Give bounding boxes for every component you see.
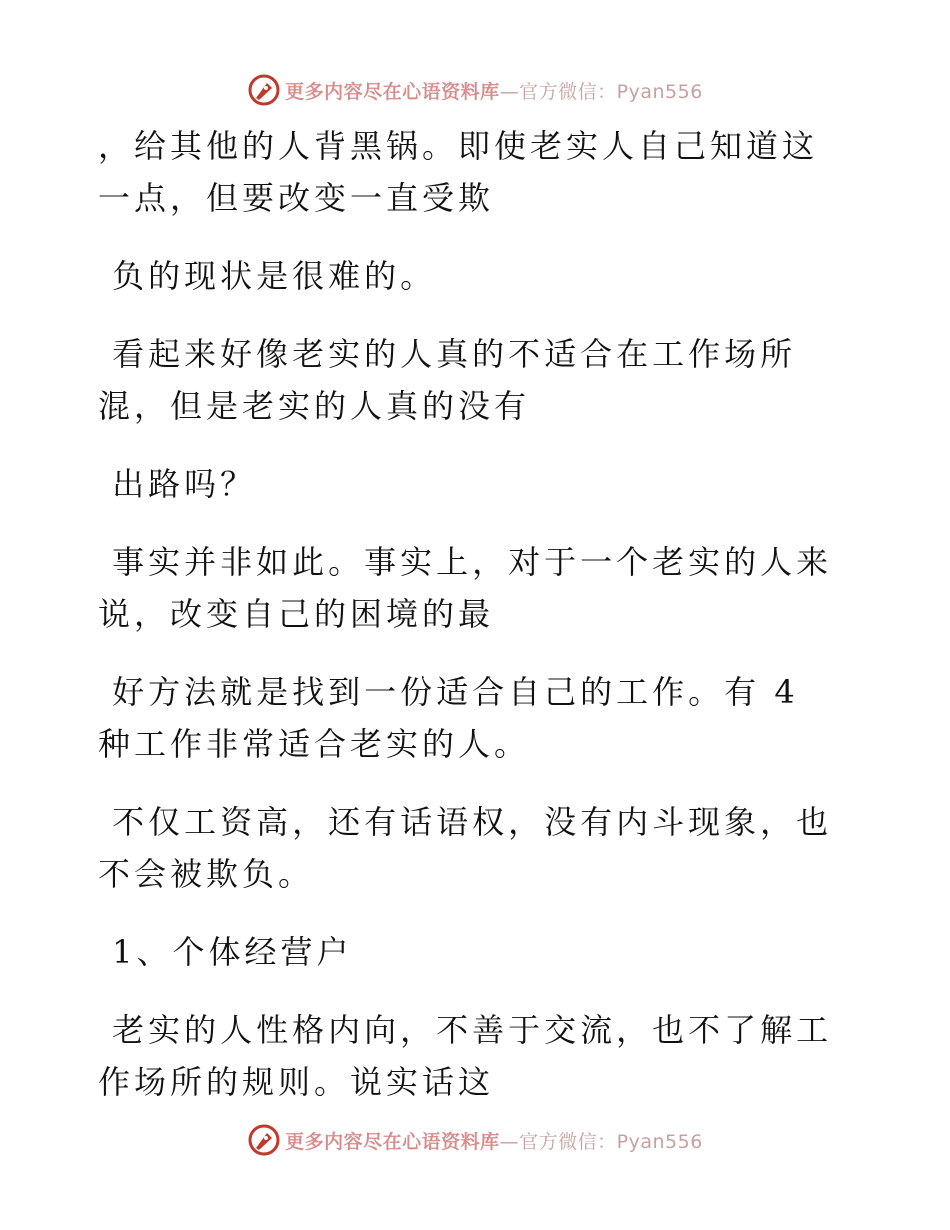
footer-banner-main: 更多内容尽在心语资料库 <box>285 1130 500 1153</box>
section-heading: 1、个体经营户 <box>98 933 353 971</box>
paragraph-7: 不仅工资高，还有话语权，没有内斗现象，也不会被欺负。 <box>98 803 833 893</box>
header-banner-wechat: 官方微信：Pyan556 <box>519 80 703 103</box>
paragraph-3: 看起来好像老实的人真的不适合在工作场所混，但是老实的人真的没有 <box>98 335 797 425</box>
paragraph-5: 事实并非如此。事实上，对于一个老实的人来说，改变自己的困境的最 <box>98 543 833 633</box>
header-banner-main: 更多内容尽在心语资料库 <box>285 80 500 103</box>
header-banner-dash: — <box>499 80 520 103</box>
paragraph-6: 好方法就是找到一份适合自己的工作。有 4 种工作非常适合老实的人。 <box>98 673 813 763</box>
footer-banner-text <box>285 1127 703 1154</box>
footer-banner-dash: — <box>499 1130 520 1153</box>
paragraph-8: 老实的人性格内向，不善于交流，也不了解工作场所的规则。说实话这 <box>98 1011 833 1101</box>
header-banner <box>0 70 950 110</box>
document-body <box>98 120 838 1134</box>
paragraph-2: 负的现状是很难的。 <box>98 257 437 295</box>
pen-nib-icon <box>247 73 281 107</box>
header-banner-text <box>285 77 703 104</box>
footer-banner <box>0 1120 950 1160</box>
pen-nib-icon <box>247 1123 281 1157</box>
footer-banner-wechat: 官方微信：Pyan556 <box>519 1130 703 1153</box>
paragraph-1: ，给其他的人背黑锅。即使老实人自己知道这一点，但要改变一直受欺 <box>98 127 819 217</box>
paragraph-4: 出路吗？ <box>98 465 257 503</box>
